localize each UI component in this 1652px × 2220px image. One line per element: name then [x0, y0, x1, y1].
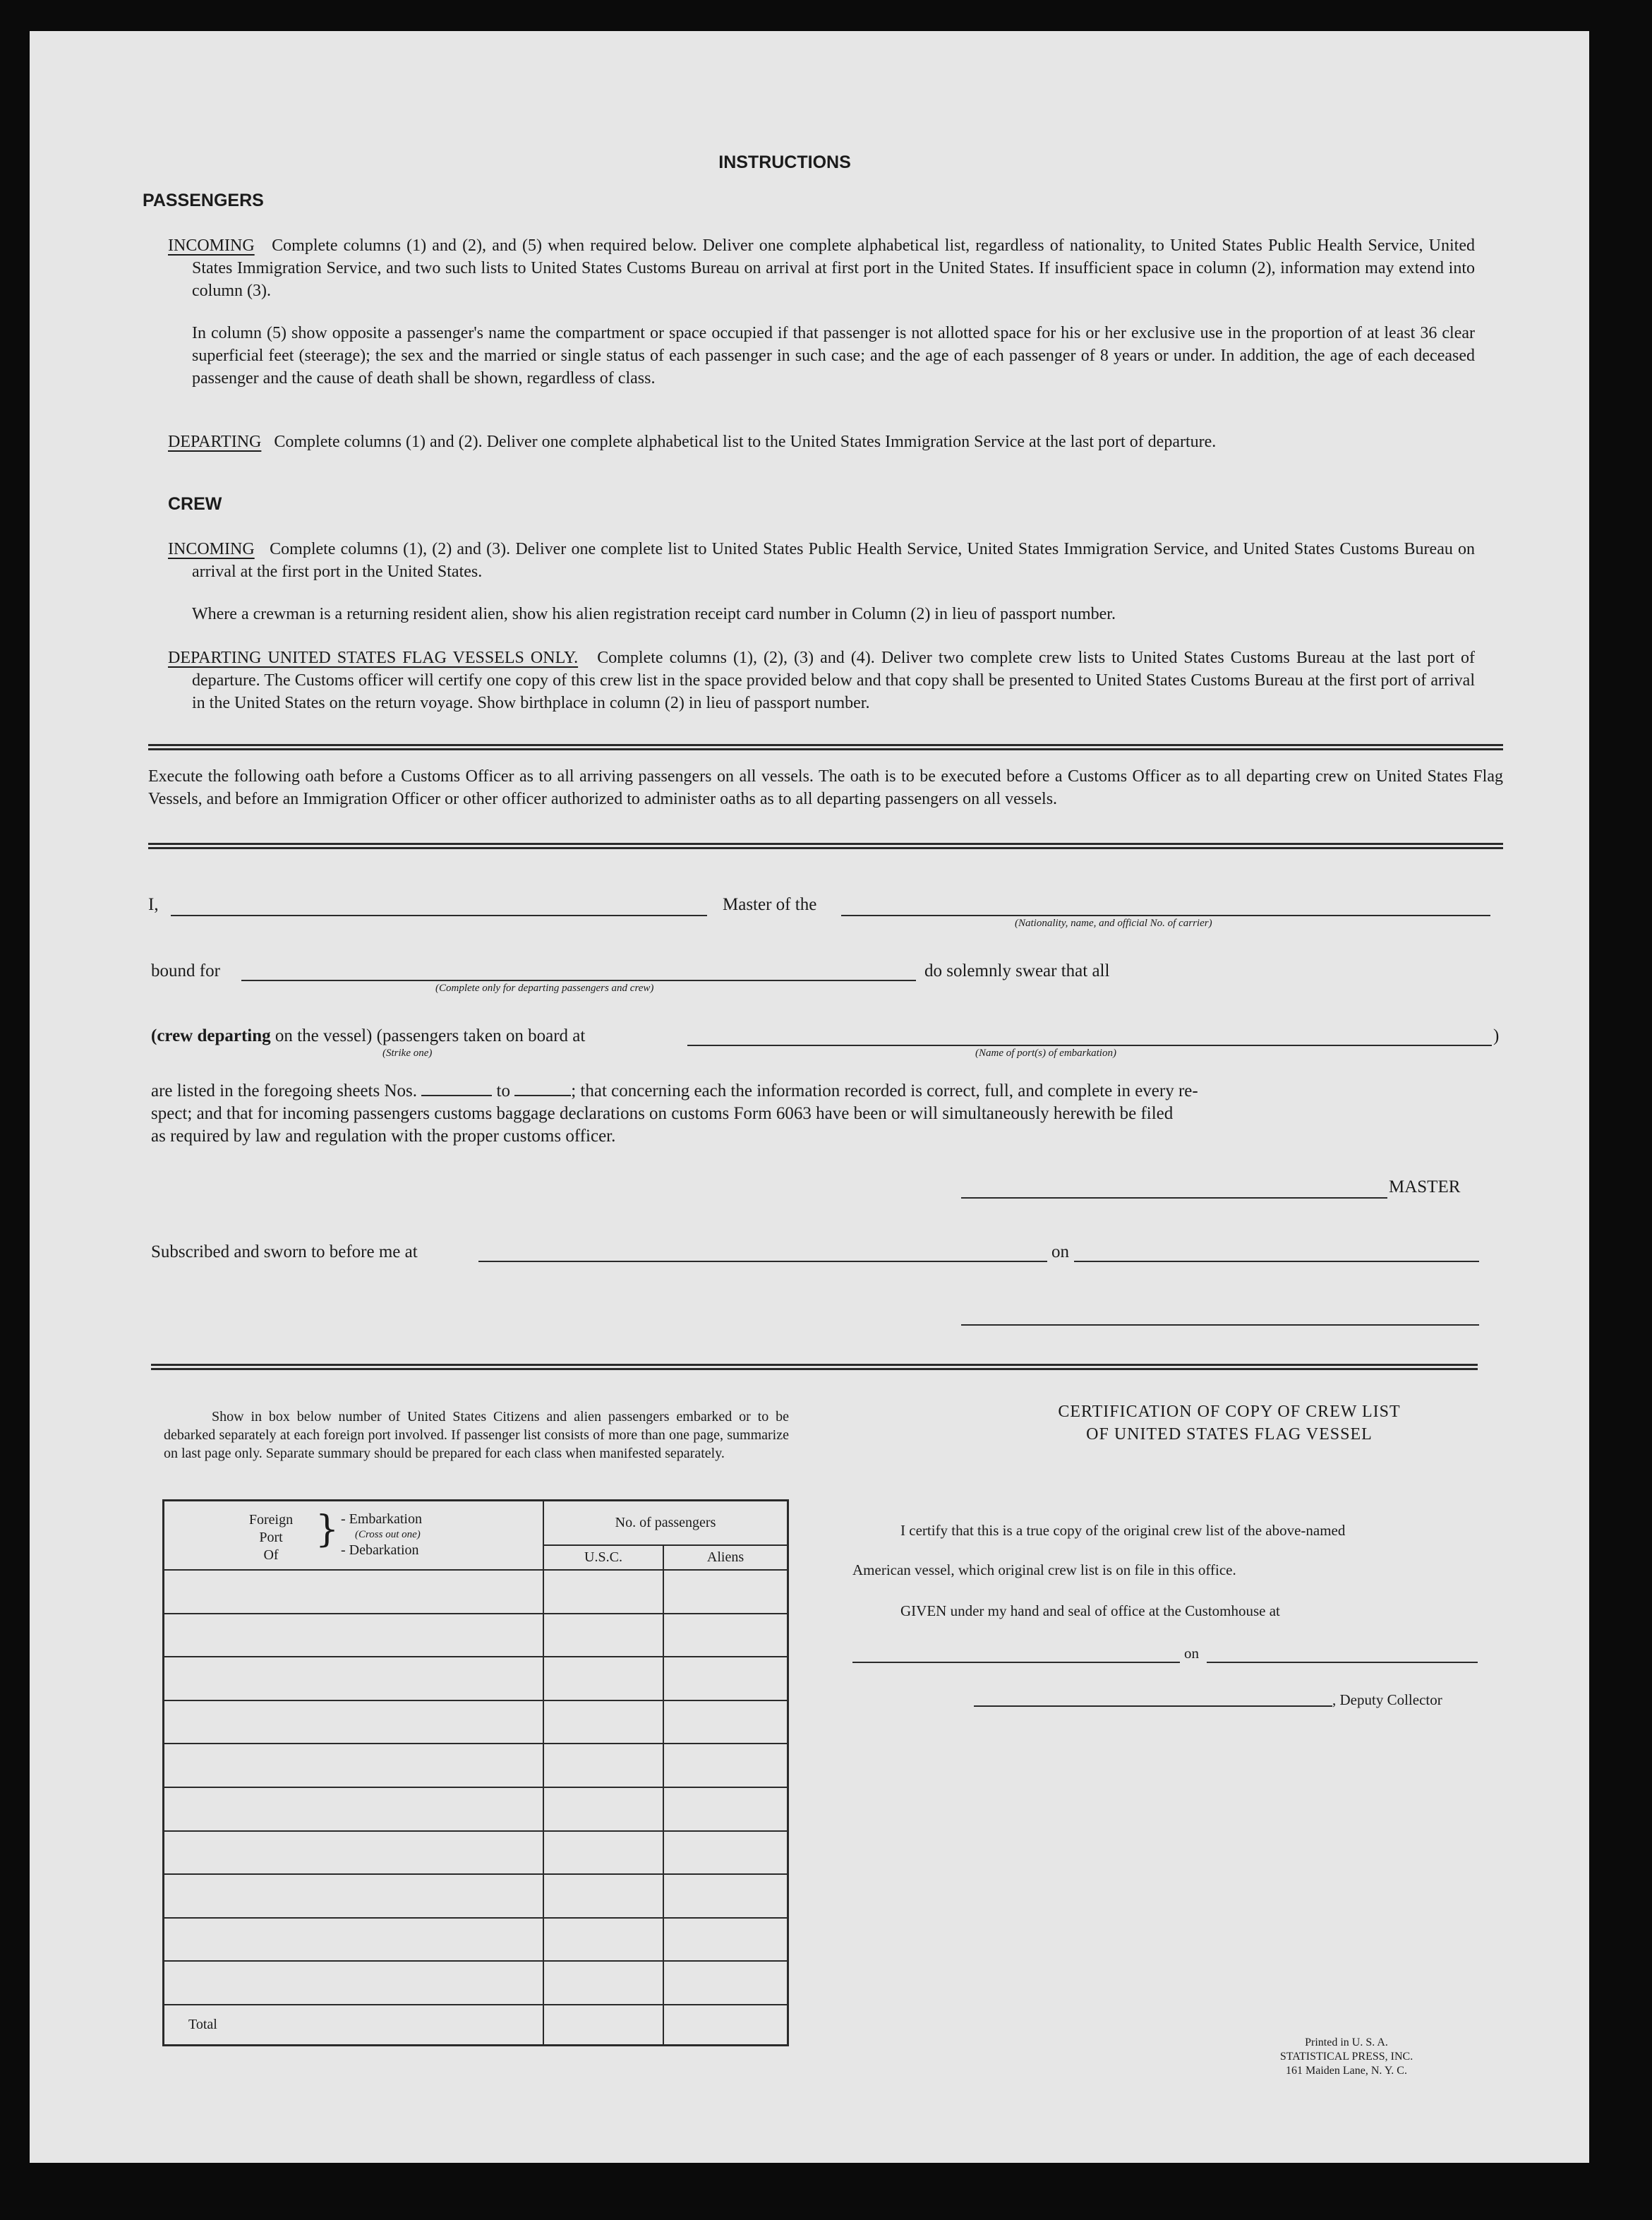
printer-line3: 161 Maiden Lane, N. Y. C. [1286, 2065, 1407, 2077]
instructions-title: INSTRUCTIONS [718, 152, 851, 172]
divider-oath [151, 1364, 1478, 1370]
solemnly-swear-label: do solemnly swear that all [924, 961, 1110, 980]
aliens-cell[interactable] [663, 1831, 788, 1875]
master-label: MASTER [1389, 1177, 1461, 1196]
sworn-place-field[interactable] [478, 1261, 1047, 1262]
bound-for-caption: (Complete only for departing passengers and crew) [435, 983, 654, 994]
brace-icon: } [315, 1508, 339, 1551]
usc-cell[interactable] [543, 1657, 663, 1700]
summary-row [164, 1614, 788, 1657]
usc-cell[interactable] [543, 1614, 663, 1657]
crew-departing-text: Complete columns (1), (2), (3) and (4). Deliver two complete crew lists to United States Customs Bureau at the last port of departure. The Customs officer will certify one copy of this crew list in the space provided below and that copy shall be presented to United States Customs Bureau at the first port of arrival in the United States on the return voyage. Show birthplace in column (2) in lieu of passport number. [192, 649, 1476, 712]
summary-row [164, 1657, 788, 1700]
port-cell[interactable] [164, 1874, 544, 1918]
ports-close-paren: ) [1493, 1026, 1500, 1045]
master-name-field[interactable] [171, 915, 707, 916]
port-cell[interactable] [164, 1831, 544, 1875]
port-cell[interactable] [164, 1570, 544, 1614]
aliens-cell[interactable] [663, 1570, 788, 1614]
certification-title [919, 1400, 1540, 1446]
aliens-cell[interactable] [663, 1700, 788, 1744]
port-cell[interactable] [164, 1918, 544, 1962]
port-cell[interactable] [164, 1744, 544, 1787]
usc-cell[interactable] [543, 1787, 663, 1831]
crew-incoming-text: Complete columns (1), (2) and (3). Deliver one complete list to United States Public Health Service, United States Immigration Service, and United States Customs Bureau on arrival at the first port in the United States. [192, 540, 1475, 581]
passengers-column5-paragraph: In column (5) show opposite a passenger's name the compartment or space occupied if that passenger is not allotted space for his or her exclusive use in the proportion of at least 36 clear superficial feet (steerage); the sex and the married or single status of each passenger in such case; and the age of each passenger of 8 years or under. In addition, the age of each deceased passenger and the cause of death shall be shown, regardless of class. [192, 324, 1475, 388]
usc-cell[interactable] [543, 1874, 663, 1918]
aliens-cell[interactable] [663, 1614, 788, 1657]
summary-instruction: Show in box below number of United States Citizens and alien passengers embarked or to be debarked separately at each foreign port involved. If passenger list consists of more than one page, summarize on last page only. Separate summary should be prepared for each class when manifested separately. [164, 1409, 789, 1461]
port-cell[interactable] [164, 1700, 544, 1744]
ports-caption: (Name of port(s) of embarkation) [975, 1048, 1116, 1059]
total-aliens-cell[interactable] [663, 2005, 788, 2046]
passengers-incoming-paragraph [168, 234, 1475, 302]
port-cell[interactable] [164, 1961, 544, 2005]
summary-row [164, 1744, 788, 1787]
usc-cell[interactable] [543, 1831, 663, 1875]
cert-on-label: on [1184, 1645, 1199, 1662]
passengers-departing-text: Complete columns (1) and (2). Deliver one complete alphabetical list to the United States Immigration Service at the last port of departure. [274, 433, 1217, 451]
usc-cell[interactable] [543, 1918, 663, 1962]
crew-heading: CREW [168, 494, 222, 514]
total-usc-cell[interactable] [543, 2005, 663, 2046]
carrier-field[interactable] [841, 915, 1490, 916]
no-of-passengers-header: No. of passengers [543, 1501, 788, 1546]
sheet-to-field[interactable] [514, 1095, 571, 1096]
cross-out-caption: (Cross out one) [355, 1529, 421, 1540]
summary-row [164, 1831, 788, 1875]
passengers-incoming-label: INCOMING [168, 236, 255, 255]
aliens-cell[interactable] [663, 1918, 788, 1962]
printer-imprint [1241, 2036, 1452, 2078]
given-text: GIVEN under my hand and seal of office at the Customhouse at [900, 1602, 1280, 1619]
summary-row [164, 1961, 788, 2005]
debarkation-option[interactable]: - Debarkation [341, 1542, 419, 1558]
usc-cell[interactable] [543, 1961, 663, 2005]
master-of-the-label: Master of the [723, 895, 817, 914]
foreign-label: Foreign [248, 1512, 294, 1528]
bound-for-label: bound for [151, 961, 220, 980]
passengers-option[interactable]: on the vessel) (passengers taken on board at [275, 1026, 586, 1045]
master-signature-field[interactable] [961, 1197, 1387, 1199]
divider-oath-instruction [148, 843, 1503, 849]
oath-i-label: I, [148, 895, 159, 914]
form-sheet [30, 31, 1589, 2163]
port-cell[interactable] [164, 1614, 544, 1657]
carrier-caption: (Nationality, name, and official No. of carrier) [1015, 918, 1212, 929]
aliens-cell[interactable] [663, 1657, 788, 1700]
usc-cell[interactable] [543, 1570, 663, 1614]
aliens-header: Aliens [663, 1545, 788, 1570]
american-vessel-text: American vessel, which original crew list is on file in this office. [852, 1561, 1236, 1578]
listed-line-1: are listed in the foregoing sheets Nos. to ; that concerning each the information recorded is correct, full, and complete in every re- [151, 1081, 1198, 1100]
listed-line-3: as required by law and regulation with the proper customs officer. [151, 1127, 616, 1146]
sworn-date-field[interactable] [1074, 1261, 1479, 1262]
certification-title-line1: CERTIFICATION OF COPY OF CREW LIST [1058, 1403, 1401, 1421]
listed-line-2: spect; and that for incoming passengers customs baggage declarations on customs Form 6063 have been or will simultaneously herewith be filed [151, 1104, 1174, 1123]
total-label: Total [164, 2005, 544, 2046]
certify-text: I certify that this is a true copy of the original crew list of the above-named [900, 1522, 1346, 1539]
crew-departing-paragraph [168, 647, 1475, 714]
deputy-collector-signature-field[interactable] [974, 1705, 1332, 1707]
crew-departing-option[interactable]: (crew departing [151, 1026, 271, 1045]
passengers-departing-paragraph [168, 431, 1475, 453]
port-label: Port [259, 1530, 283, 1545]
port-cell[interactable] [164, 1657, 544, 1700]
ports-field[interactable] [687, 1045, 1492, 1046]
crew-incoming-paragraph [168, 538, 1475, 583]
embarkation-option[interactable]: - Embarkation [341, 1511, 422, 1527]
crew-alien-paragraph: Where a crewman is a returning resident alien, show his alien registration receipt card number in Column (2) in lieu of passport number. [192, 605, 1116, 623]
foreign-port-header [164, 1501, 544, 1571]
oath-instruction-paragraph: Execute the following oath before a Customs Officer as to all arriving passengers on all vessels. The oath is to be executed before a Customs Officer as to all departing crew on United States Flag Vessels, and before an Immigration Officer or other officer authorized to administer oaths as to all departing passengers on all vessels. [148, 767, 1503, 808]
sworn-on-label: on [1051, 1242, 1069, 1261]
passengers-heading: PASSENGERS [143, 191, 264, 210]
aliens-cell[interactable] [663, 1874, 788, 1918]
summary-row [164, 1918, 788, 1962]
of-label: Of [263, 1547, 279, 1563]
summary-row [164, 1874, 788, 1918]
bound-for-field[interactable] [241, 980, 916, 981]
certification-title-line2: OF UNITED STATES FLAG VESSEL [1086, 1425, 1373, 1444]
total-row [164, 2005, 788, 2046]
strike-one-caption: (Strike one) [382, 1048, 433, 1059]
crew-incoming-label: INCOMING [168, 540, 255, 558]
printer-line1: Printed in U. S. A. [1305, 2036, 1388, 2048]
usc-header: U.S.C. [543, 1545, 663, 1570]
subscribed-label: Subscribed and sworn to before me at [151, 1242, 418, 1261]
summary-row [164, 1570, 788, 1614]
printer-line2: STATISTICAL PRESS, INC. [1279, 2051, 1413, 2063]
cert-date-field[interactable] [1207, 1662, 1478, 1663]
passengers-departing-label: DEPARTING [168, 433, 262, 451]
aliens-cell[interactable] [663, 1744, 788, 1787]
crew-passengers-line [151, 1026, 585, 1046]
passenger-summary-table [162, 1499, 789, 2046]
usc-cell[interactable] [543, 1700, 663, 1744]
passengers-incoming-text: Complete columns (1) and (2), and (5) when required below. Deliver one complete alphabetical list, regardless of nationality, to United States Public Health Service, United States Immigration Service, and two such lists to United States Customs Bureau on arrival at first port in the United States. If insufficient space in column (2), information may extend into column (3). [192, 236, 1476, 300]
divider-instructions [148, 744, 1503, 750]
summary-row [164, 1700, 788, 1744]
aliens-cell[interactable] [663, 1787, 788, 1831]
summary-row [164, 1787, 788, 1831]
aliens-cell[interactable] [663, 1961, 788, 2005]
port-cell[interactable] [164, 1787, 544, 1831]
officer-signature-field[interactable] [961, 1324, 1479, 1326]
customhouse-field[interactable] [852, 1662, 1180, 1663]
usc-cell[interactable] [543, 1744, 663, 1787]
sheet-from-field[interactable] [421, 1095, 492, 1096]
deputy-collector-label: , Deputy Collector [1332, 1691, 1442, 1708]
crew-departing-label: DEPARTING UNITED STATES FLAG VESSELS ONLY. [168, 649, 579, 667]
